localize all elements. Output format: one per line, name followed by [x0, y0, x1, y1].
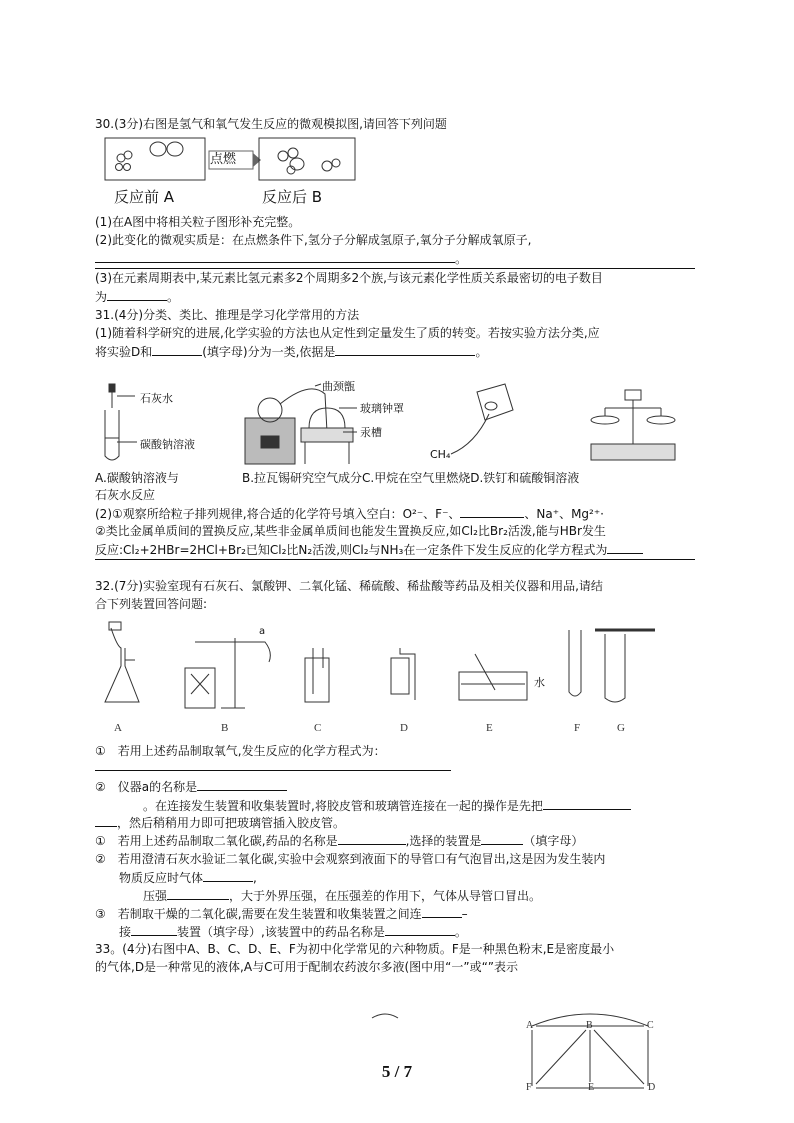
q30-part2-answer-line[interactable]: 。: [95, 250, 467, 267]
apparatus-label-c: C: [314, 722, 322, 734]
q30-arrow-label: 点燃: [210, 152, 237, 167]
q32-item4-c[interactable]: 压强 ，大于外界压强，在压强差的作用下，气体从导管口冒出。: [143, 889, 542, 903]
q30-after-caption: 反应后 B: [262, 188, 323, 206]
q32-stem: 32.(7分)实验室现有石灰石、氯酸钾、二氧化锰、稀硫酸、稀盐酸等药品及相关仪器和用品,请结: [95, 579, 603, 593]
q30-part3-answer[interactable]: 为 。: [95, 290, 180, 304]
label-ch4: CH₄: [430, 448, 451, 461]
q30-part2: (2)此变化的微观实质是：在点燃条件下,氢分子分解成氢原子,氧分子分解成氧原子,: [95, 233, 532, 247]
node-f: F: [526, 1082, 532, 1093]
q32-item4: ② 若用澄清石灰水验证二氧化碳,实验中会观察到液面下的导管口有气泡冒出,这是因为发生装内: [95, 852, 606, 866]
page-number: 5 / 7: [381, 1062, 413, 1081]
label-retort: 曲颈甑: [322, 380, 355, 393]
q31-caption-a2: 石灰水反应: [95, 488, 156, 502]
apparatus-label-e: E: [486, 722, 493, 734]
label-bell-jar: 玻璃钟罩: [360, 402, 404, 415]
q31-experiment-figures: [95, 380, 695, 470]
q30-before-caption: 反应前 A: [114, 188, 175, 206]
label-limewater: 石灰水: [140, 392, 173, 405]
q31-caption-a: A.碳酸钠溶液与: [95, 471, 179, 485]
q32-item1-answer-line[interactable]: [95, 758, 451, 775]
node-a: A: [526, 1020, 534, 1031]
apparatus-label-f: F: [574, 722, 581, 734]
q30-stem: 30.(3分)右图是氢气和氧气发生反应的微观模拟图,请回答下列问题: [95, 117, 447, 131]
q32-item2-b[interactable]: 。在连接发生装置和收集装置时,将胶皮管和玻璃管连接在一起的操作是先把: [143, 797, 631, 814]
q33-stem: 33。(4分)右图中A、B、C、D、E、F为初中化学常见的六种物质。F是一种黑色粉末,E是密度最小: [95, 942, 615, 956]
q32-item2[interactable]: ② 仪器a的名称是: [95, 778, 287, 795]
node-d: D: [648, 1082, 656, 1093]
q32-item2-c[interactable]: ，然后稍稍用力即可把玻璃管插入胶皮管。: [95, 814, 345, 831]
q33-stem-2: 的气体,D是一种常见的液体,A与C可用于配制农药波尔多液(图中用“一”或“”表示: [95, 960, 519, 974]
q31-caption-bcd: B.拉瓦锡研究空气成分C.甲烷在空气里燃烧D.铁钉和硫酸铜溶液: [242, 471, 580, 485]
q32-item5[interactable]: ③ 若制取干燥的二氧化碳,需要在发生装置和收集装置之间连 –: [95, 907, 468, 921]
q31-part1: (1)随着科学研究的进展,化学实验的方法也从定性到定量发生了质的转变。若按实验方法分类,应: [95, 326, 600, 340]
q30-part1: (1)在A图中将相关粒子图形补充完整。: [95, 215, 301, 229]
divider: [95, 268, 695, 269]
apparatus-label-d: D: [400, 722, 408, 734]
q31-part2-equation[interactable]: 反应:Cl₂+2HBr=2HCl+Br₂已知Cl₂比N₂活泼,则Cl₂与NH₃在一定条件下发生反应的化学方程式为: [95, 541, 643, 558]
apparatus-label-b: B: [221, 722, 229, 734]
q31-part1-answer[interactable]: 将实验D和 (填字母)分为一类,依据是 。: [95, 345, 488, 359]
q31-stem: 31.(4分)分类、类比、推理是学习化学常用的方法: [95, 308, 360, 322]
node-c: C: [647, 1020, 654, 1031]
q32-item4-b[interactable]: 物质反应时气体 ,: [119, 871, 257, 885]
q32-stem-2: 合下列装置回答问题:: [95, 597, 208, 611]
label-sodium-carbonate: 碳酸钠溶液: [140, 438, 195, 451]
node-b: B: [586, 1020, 593, 1031]
q32-apparatus-figures: [95, 618, 675, 718]
apparatus-label-a: A: [114, 722, 122, 734]
label-instrument-a: a: [259, 626, 266, 637]
q32-item3[interactable]: ① 若用上述药品制取二氧化碳,药品的名称是 ,选择的装置是 （填字母）: [95, 834, 584, 848]
node-e: E: [588, 1082, 595, 1093]
decorative-arc: [370, 1010, 400, 1020]
q31-part2-analogy: ②类比金属单质间的置换反应,某些非金属单质间也能发生置换反应,如Cl₂比Br₂活泼,能与HBr发生: [95, 524, 606, 538]
q32-item1: ① 若用上述药品制取氧气,发生反应的化学方程式为：: [95, 744, 386, 758]
label-mercury-trough: 汞槽: [360, 426, 382, 439]
q31-part2[interactable]: (2)①观察所给粒子排列规律,将合适的化学符号填入空白：O²⁻、F⁻、 、Na⁺、Mg²⁺·: [95, 507, 605, 521]
divider: [95, 559, 695, 560]
q32-item5-b[interactable]: 接 装置（填字母）,该装置中的药品名称是 。: [119, 925, 467, 939]
apparatus-label-g: G: [617, 722, 625, 734]
label-water: 水: [534, 676, 545, 689]
q30-part3: (3)在元素周期表中,某元素比氢元素多2个周期多2个族,与该元素化学性质关系最密切的电子数目: [95, 271, 603, 285]
